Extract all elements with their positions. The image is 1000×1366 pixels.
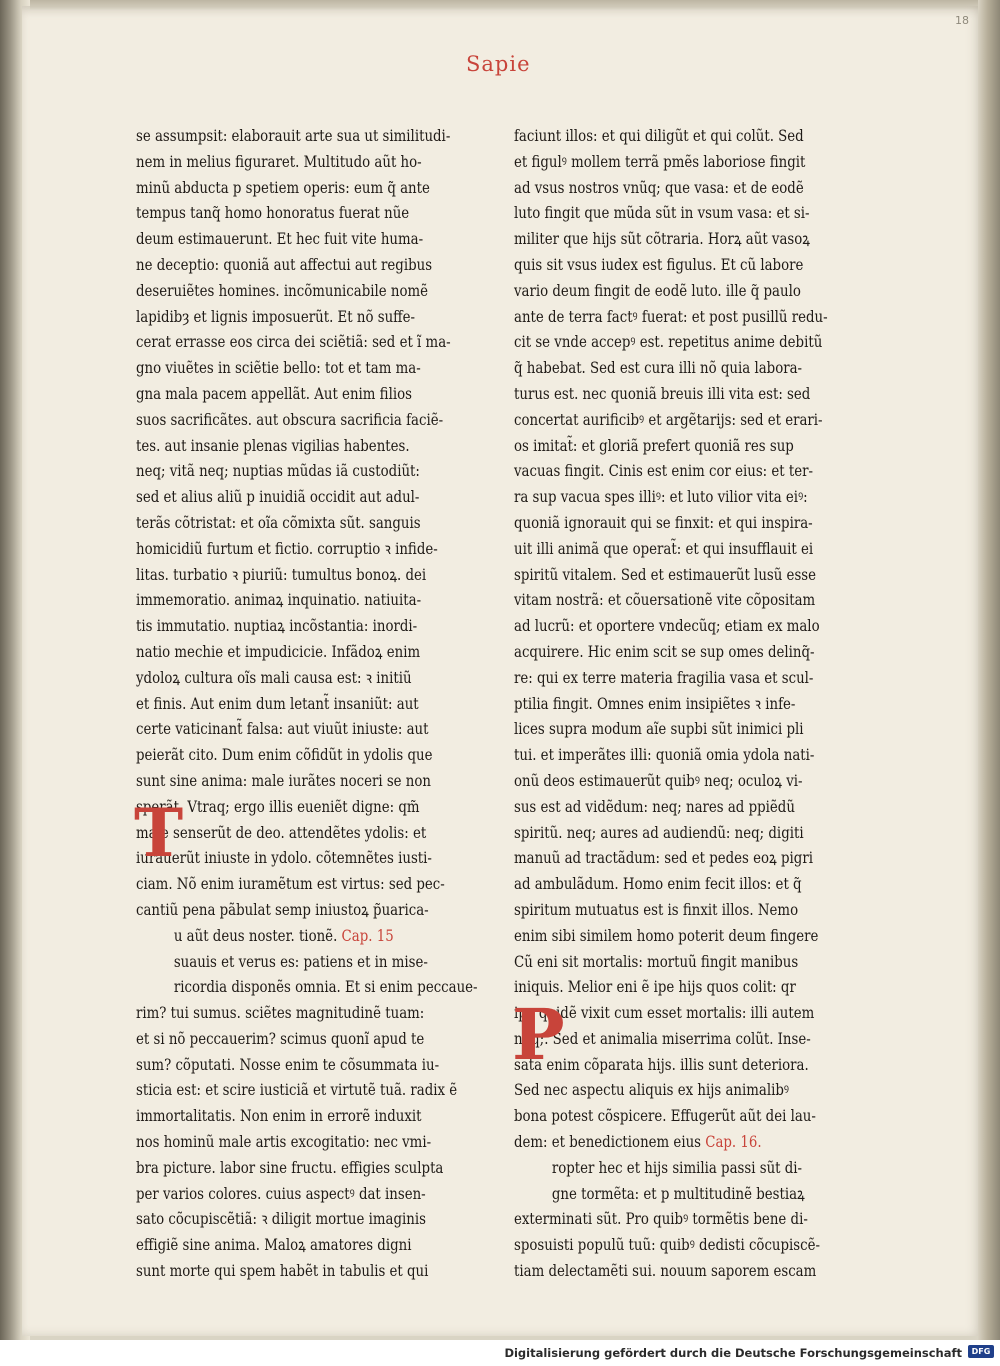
text-line: manuũ ad tractãdum: sed et pedes eoꝝ pigri [514, 849, 813, 868]
text-line: turus est. nec quoniã breuis illi vita est: sed [514, 384, 811, 403]
text-line: ricordia disponẽs omnia. Et si enim peccaue- [173, 978, 478, 997]
text-line: suauis et verus es: patiens et in mise- [173, 952, 428, 971]
text-line: iniquis. Melior eni ẽ ipe hijs quos colit: qr [514, 978, 796, 997]
text-line: cantiũ pena pãbulat semp iniustoꝝ p̃uarica- [136, 900, 429, 919]
text-line: peierãt cito. Dum enim cõfidũt in ydolis que [136, 746, 433, 765]
text-line: u aũt deus noster. tionẽ. Cap. 15 [173, 926, 394, 945]
text-line: certe vaticinant̃ falsa: aut viuũt iniuste: aut [136, 720, 429, 739]
text-line: acquirere. Hic enim scit se sup omes delinq̃- [514, 642, 815, 661]
right-text-column [514, 124, 844, 1285]
text-line: gna mala pacem appellãt. Aut enim filios [136, 384, 412, 403]
page-top-shadow [30, 0, 980, 10]
text-line: suos sacrificãtes. aut obscura sacrificia faciẽ- [136, 410, 444, 429]
text-line: militer que hijs sũt cõtraria. Horꝝ aũt vasoꝝ [514, 230, 810, 249]
text-line: ne deceptio: quoniã aut affectui aut regibus [136, 255, 433, 274]
text-line: et si nõ peccauerim? scimus quonĩ apud te [136, 1029, 425, 1048]
text-line: Cũ eni sit mortalis: mortuũ fingit manibus [514, 952, 799, 971]
text-line: sperãt. Vtraq; ergo illis eueniẽt digne: qm̃ [136, 797, 420, 816]
text-line: tempus tanq̃ homo honoratus fuerat nũe [136, 204, 410, 223]
text-line: ad ambulãdum. Homo enim fecit illos: et q̃ [514, 875, 802, 894]
text-line: per varios colores. cuius aspectꝰ dat insen- [136, 1184, 426, 1203]
text-line: concertat aurificibꝰ et argẽtarijs: sed et erari- [514, 410, 823, 429]
text-line: spiritũ. neq; aures ad audiendũ: neq; digiti [514, 823, 804, 842]
text-line: tiam delectamẽti sui. nouum saporem escam [514, 1262, 817, 1281]
text-line: iurauerũt iniuste in ydolo. cõtemnẽtes iusti- [136, 849, 432, 868]
text-line: nũq;. Sed et animalia miserrima colũt. Inse- [514, 1029, 811, 1048]
text-line: vario deum fingit de eodẽ luto. ille q̃ paulo [514, 281, 801, 300]
left-text-column [136, 124, 478, 1285]
text-line: sposuisti populũ tuũ: quibꝰ dedisti cõcupiscẽ- [514, 1236, 821, 1255]
text-line: nem in melius figuraret. Multitudo aũt ho- [136, 152, 422, 171]
text-line: re: qui ex terre materia fragilia vasa et scul- [514, 668, 814, 687]
text-line: immemoratio. animaꝝ inquinatio. natiuita- [136, 591, 422, 610]
text-line: gne tormẽta: et p multitudinẽ bestiaꝝ [551, 1184, 805, 1203]
text-line: onũ deos estimauerũt quibꝰ neq; oculoꝝ vi- [514, 771, 803, 790]
text-line: immortalitatis. Non enim in errorẽ induxit [136, 1107, 422, 1126]
chapter-rubric: Cap. 16. [705, 1133, 762, 1152]
text-line: quis sit vsus iudex est figulus. Et cũ labore [514, 255, 804, 274]
text-line: Sed nec aspectu aliquis ex hijs animalibꝰ [514, 1081, 789, 1100]
text-line: ropter hec et hijs similia passi sũt di- [551, 1158, 803, 1177]
text-line: tui. et imperãtes illi: quoniã omia ydola nati- [514, 746, 815, 765]
initial-letter-right: P [512, 993, 565, 1076]
text-line: enim sibi similem homo poterit deum fingere [514, 926, 819, 945]
text-line: se assumpsit: elaborauit arte sua ut similitudi- [136, 127, 451, 145]
text-line: sum? cõputati. Nosse enim te cõsummata iu- [136, 1055, 440, 1074]
text-line: sunt sine anima: male iurãtes noceri se non [136, 771, 432, 790]
text-line: sed et alius aliũ p inuidiã occidit aut adul- [136, 488, 420, 507]
funding-credit: Digitalisierung gefördert durch die Deutsche Forschungsgemeinschaft [504, 1346, 962, 1360]
text-line: uit illi animã que operat̃: et qui insufflauit ei [514, 539, 814, 558]
text-line: ad vsus nostros vnũq; que vasa: et de eodẽ [514, 178, 804, 197]
text-line: deseruiẽtes homines. incõmunicabile nomẽ [136, 281, 429, 300]
text-line: ante de terra factꝰ fuerat: et post pusillũ redu- [514, 307, 828, 326]
text-line: ra sup vacua spes illiꝰ: et luto vilior vita eiꝰ: [514, 488, 808, 507]
text-line: sticia est: et scire iusticiã et virtutẽ tuã. radix ẽ [136, 1081, 458, 1100]
footer-bar [0, 1340, 1000, 1366]
text-line: dem: et benedictionem eius Cap. 16. [514, 1133, 762, 1152]
chapter-rubric: Cap. 15 [341, 926, 394, 945]
text-line: minũ abducta p spetiem operis: eum q̃ ante [136, 178, 430, 197]
running-head: Sapie [466, 52, 531, 76]
text-line: lapidibȝ et lignis imposuerũt. Et nõ suffe- [136, 307, 416, 326]
text-line: bra picture. labor sine fructu. effigies sculpta [136, 1158, 444, 1177]
text-line: deum estimauerunt. Et hec fuit vite huma- [136, 230, 424, 249]
text-line: vacuas fingit. Cinis est enim cor eius: et ter- [514, 462, 813, 481]
text-line: lices supra modum aĩe supbi sũt inimici pli [514, 720, 804, 739]
text-line: neq; vitã neq; nuptias mũdas iã custodiũt: [136, 462, 420, 481]
text-line: luto fingit que mũda sũt in vsum vasa: et si- [514, 204, 810, 223]
text-line: sunt morte qui spem habẽt in tabulis et qui [136, 1262, 429, 1281]
text-line: gno viuẽtes in sciẽtie bello: tot et tam ma- [136, 359, 421, 378]
text-line: tes. aut insanie plenas vigilias habentes. [136, 436, 410, 455]
text-line: spiritum mutuatus est is finxit illos. Nemo [514, 900, 799, 919]
text-line: rim? tui sumus. sciẽtes magnitudinẽ tuam: [136, 1004, 425, 1023]
text-line: ad lucrũ: et oportere vndecũq; etiam ex malo [514, 617, 820, 636]
text-line: q̃ habebat. Sed est cura illi nõ quia labora- [514, 359, 803, 378]
page-fore-edge [978, 0, 1000, 1340]
text-line: homicidiũ furtum et fictio. corruptio ꝛ infide- [136, 539, 438, 558]
text-line: ciam. Nõ enim iuramẽtum est virtus: sed pec- [136, 875, 445, 894]
text-line: tis immutatio. nuptiaꝝ incõstantia: inordi- [136, 617, 418, 636]
text-line: bona potest cõspicere. Effugerũt aũt dei lau- [514, 1107, 816, 1126]
initial-letter-left: T [134, 794, 184, 872]
text-line: vitam nostrã: et cõuersationẽ vite cõpositam [514, 591, 816, 610]
text-line: exterminati sũt. Pro quibꝰ tormẽtis bene di- [514, 1210, 808, 1229]
text-line: spiritũ vitalem. Sed et estimauerũt lusũ esse [514, 565, 817, 584]
dfg-logo-icon: DFG [968, 1345, 994, 1358]
text-line: male senserũt de deo. attendẽtes ydolis: et [136, 823, 427, 842]
text-line: et finis. Aut enim dum letant̃ insaniũt: aut [136, 694, 419, 713]
text-line: et figulꝰ mollem terrã pmẽs laboriose fingit [514, 152, 806, 171]
text-line: nos hominũ male artis excogitatio: nec vmi- [136, 1133, 432, 1152]
text-line: cit se vnde accepꝰ est. repetitus anime debitũ [514, 333, 823, 352]
text-line: ipe quidẽ vixit cum esset mortalis: illi autem [514, 1004, 815, 1023]
text-line: cerat errasse eos circa dei sciẽtiã: sed et ĩ ma- [136, 333, 451, 352]
text-line: sata enim cõparata hijs. illis sunt deteriora. [514, 1055, 809, 1074]
text-line: ydoloꝝ cultura oĩs mali causa est: ꝛ initiũ [136, 668, 412, 687]
text-line: sato cõcupiscẽtiã: ꝛ diligit mortue imaginis [136, 1210, 426, 1229]
text-line: natio mechie et impudicicie. Infãdoꝝ enim [136, 642, 421, 661]
text-line: faciunt illos: et qui diligũt et qui colũt. Sed [514, 127, 804, 145]
folio-number: 18 [955, 14, 969, 27]
text-line: quoniã ignorauit qui se finxit: et qui inspira- [514, 513, 813, 532]
text-line: litas. turbatio ꝛ piuriũ: tumultus bonoꝝ. dei [136, 565, 427, 584]
text-line: os imitat̃: et gloriã prefert quoniã res sup [514, 436, 794, 455]
text-line: terãs cõtristat: et oĩa cõmixta sũt. sanguis [136, 513, 421, 532]
text-line: effigiẽ sine anima. Maloꝝ amatores digni [136, 1236, 412, 1255]
text-line: ptilia fingit. Omnes enim insipiẽtes ꝛ infe- [514, 694, 796, 713]
text-line: sus est ad vidẽdum: neq; nares ad ppiẽdũ [514, 797, 795, 816]
